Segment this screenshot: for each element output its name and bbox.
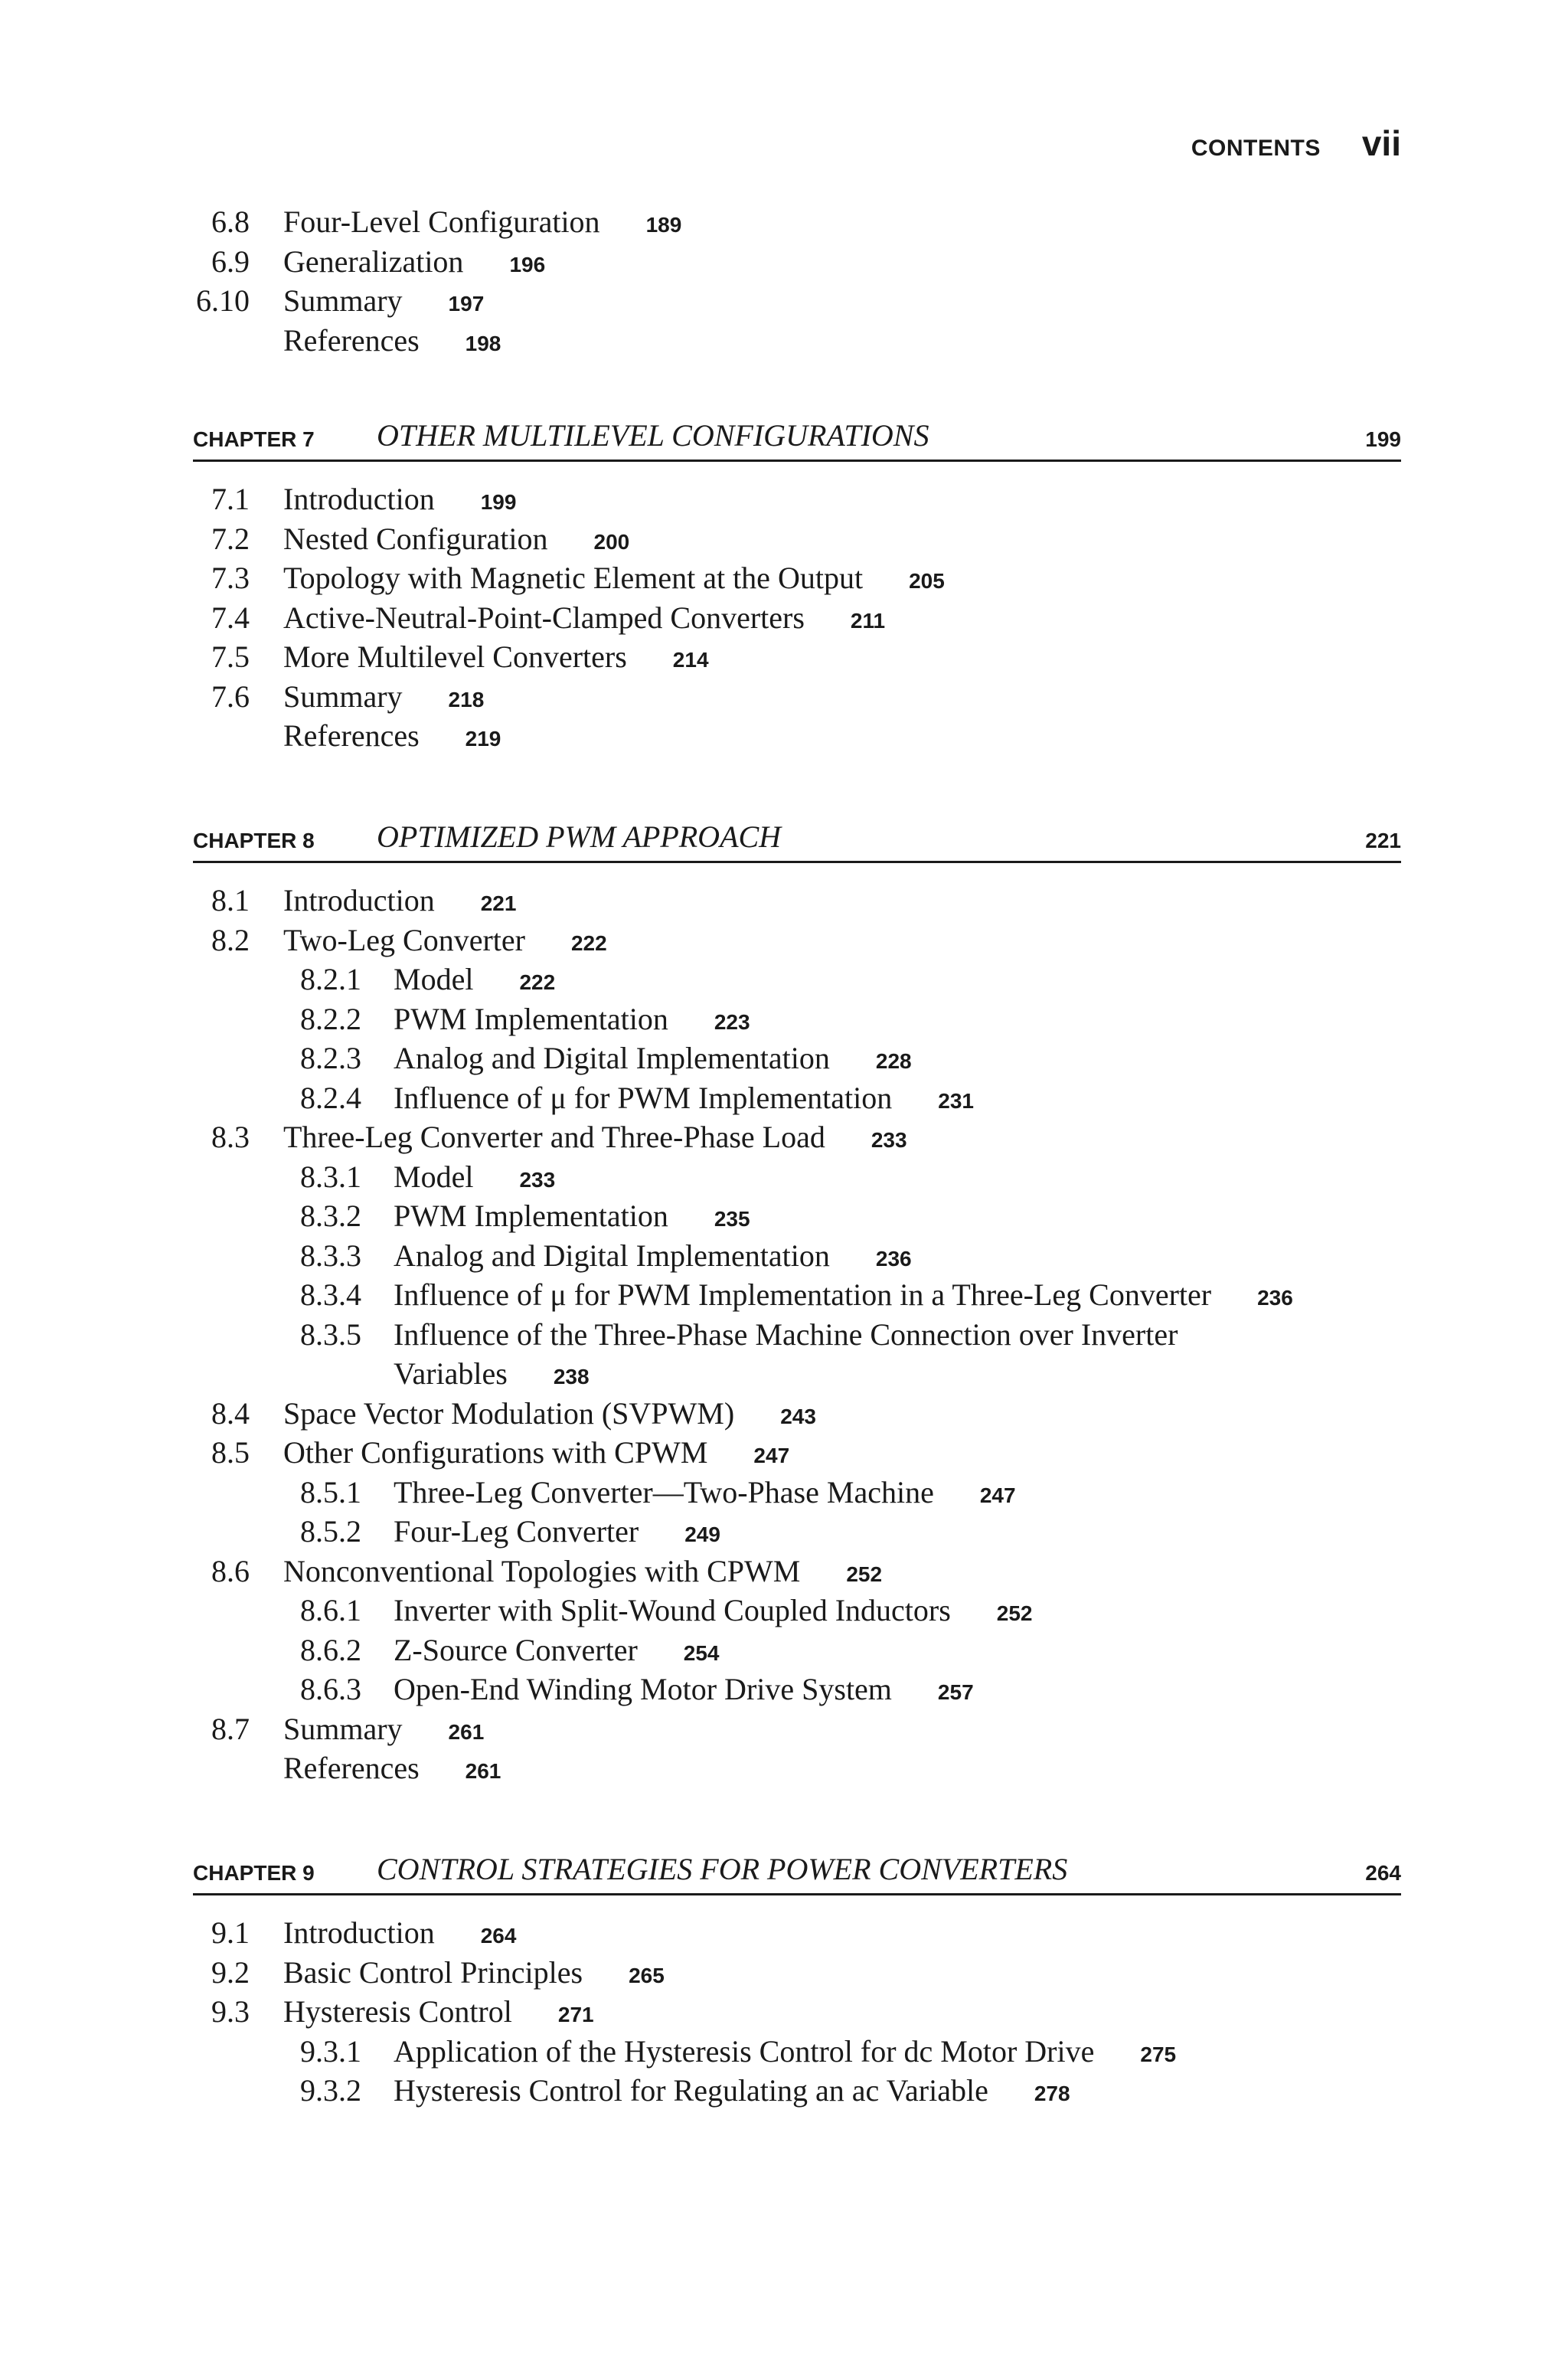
section-title	[394, 1078, 974, 1121]
section-title	[283, 637, 709, 680]
section-title	[394, 1670, 974, 1712]
section-title-text: Application of the Hysteresis Control for dc Motor Drive	[394, 2033, 1095, 2069]
section-number: 6.8	[211, 204, 250, 239]
section-title	[283, 1913, 516, 1956]
section-title-text: Active-Neutral-Point-Clamped Converters	[283, 600, 805, 635]
section-number: 8.6.2	[300, 1632, 361, 1667]
section-title-text: Variables	[394, 1356, 508, 1391]
toc-entry	[193, 1275, 1401, 1315]
toc-block-chapter-6	[193, 202, 1401, 360]
section-title-text: Introduction	[283, 1915, 435, 1950]
toc-entry	[193, 1591, 1401, 1630]
section-title-text: Analog and Digital Implementation	[394, 1238, 830, 1273]
section-number: 8.2.2	[300, 1001, 361, 1036]
section-number: 6.9	[211, 244, 250, 279]
section-page-number: 235	[714, 1207, 750, 1231]
section-page-number: 243	[780, 1404, 816, 1428]
section-number: 8.2.3	[300, 1041, 361, 1075]
chapter-page-number: 264	[1365, 1861, 1401, 1885]
section-title	[394, 1512, 720, 1555]
section-title	[283, 1117, 907, 1160]
section-number: 9.3	[211, 1994, 250, 2029]
section-title	[283, 1709, 484, 1752]
section-page-number: 236	[875, 1246, 912, 1271]
section-title	[394, 1236, 912, 1279]
section-title	[283, 242, 545, 285]
section-number: 7.3	[211, 561, 250, 595]
section-page-number: 222	[570, 931, 607, 955]
section-title-text: Inverter with Split-Wound Coupled Inductors	[394, 1593, 951, 1627]
running-head-label: CONTENTS	[1191, 136, 1321, 161]
section-number: 7.1	[211, 482, 250, 516]
section-title	[394, 1473, 1016, 1516]
section-page-number: 197	[448, 292, 485, 316]
section-number: 8.3.1	[300, 1159, 361, 1194]
section-page-number: 249	[684, 1523, 720, 1546]
section-title	[394, 1196, 750, 1239]
section-number: 8.6	[211, 1553, 250, 1588]
section-title-text: Influence of the Three-Phase Machine Connection over Inverter	[394, 1316, 1178, 1352]
section-number: 7.4	[211, 600, 250, 635]
section-title	[283, 677, 484, 720]
section-title-text: Model	[394, 1159, 474, 1194]
section-number: 8.3	[211, 1120, 250, 1154]
section-title-text: Summary	[283, 679, 403, 714]
section-title-text: Space Vector Modulation (SVPWM)	[283, 1395, 735, 1431]
toc-entry	[193, 1552, 1401, 1591]
section-number: 9.3.1	[300, 2033, 361, 2069]
section-title-text: Z-Source Converter	[394, 1632, 638, 1667]
section-page-number: 221	[480, 891, 517, 915]
section-title-text: Hysteresis Control for Regulating an ac Variable	[394, 2073, 988, 2108]
section-title	[283, 1748, 501, 1791]
section-number: 9.2	[211, 1954, 250, 1990]
section-title	[394, 1630, 720, 1673]
section-page-number: 211	[850, 608, 886, 633]
section-title	[283, 1953, 665, 1996]
section-title	[283, 1433, 789, 1476]
section-title	[283, 519, 629, 562]
toc-block-chapter-7	[193, 479, 1401, 756]
chapter-label: CHAPTER 8	[193, 829, 315, 852]
toc-entry	[193, 202, 1401, 242]
section-title-text: Four-Level Configuration	[283, 204, 600, 239]
section-page-number: 261	[448, 1719, 485, 1744]
toc-entry	[193, 2032, 1401, 2072]
section-page-number: 200	[593, 529, 630, 554]
section-title-text: Generalization	[283, 244, 464, 279]
toc-entry	[193, 281, 1401, 321]
section-title-text: Three-Leg Converter and Three-Phase Load	[283, 1120, 825, 1154]
section-page-number: 238	[553, 1365, 590, 1388]
section-title	[394, 999, 750, 1042]
section-title-text: Four-Leg Converter	[394, 1514, 639, 1549]
section-page-number: 205	[909, 569, 945, 593]
chapter-page-number: 199	[1365, 427, 1401, 451]
section-page-number: 189	[645, 213, 682, 237]
section-title-text: Nested Configuration	[283, 521, 548, 556]
toc-entry	[193, 999, 1401, 1039]
section-title-text: PWM Implementation	[394, 1001, 668, 1036]
section-number: 8.4	[211, 1395, 250, 1431]
section-number: 8.3.5	[300, 1316, 361, 1352]
section-number: 9.1	[211, 1915, 250, 1950]
section-title-text: References	[283, 1751, 420, 1785]
toc-entry	[193, 1748, 1401, 1788]
toc-entry	[193, 677, 1401, 717]
section-title-text: Three-Leg Converter—Two-Phase Machine	[394, 1474, 934, 1509]
section-page-number: 219	[465, 727, 501, 751]
running-head-page-number: vii	[1361, 123, 1401, 163]
section-title-text: Other Configurations with CPWM	[283, 1435, 708, 1470]
toc-entry	[193, 921, 1401, 960]
section-title	[283, 881, 516, 924]
section-number: 8.2.1	[300, 962, 361, 996]
section-title	[394, 2071, 1070, 2114]
section-page-number: 261	[465, 1759, 501, 1783]
toc-entry	[193, 1354, 1401, 1394]
chapter-title: CONTROL STRATEGIES FOR POWER CONVERTERS	[377, 1852, 1068, 1886]
section-number: 8.6.3	[300, 1672, 361, 1706]
toc-entry	[193, 1157, 1401, 1197]
section-title	[394, 1038, 912, 1081]
section-number: 8.2	[211, 922, 250, 957]
toc-entry	[193, 1117, 1401, 1157]
section-title	[283, 921, 607, 963]
toc-entry	[193, 1473, 1401, 1513]
section-title	[394, 1275, 1293, 1318]
section-title-text: Summary	[283, 1711, 403, 1746]
toc-entry	[193, 321, 1401, 361]
toc-entry	[193, 1670, 1401, 1709]
toc-entry	[193, 1630, 1401, 1670]
section-number: 8.3.2	[300, 1199, 361, 1233]
toc-entry	[193, 1953, 1401, 1993]
section-number: 8.5.2	[300, 1514, 361, 1549]
section-page-number: 264	[480, 1924, 517, 1948]
section-number: 8.1	[211, 883, 250, 917]
toc-entry	[193, 2071, 1401, 2111]
section-title-text: Topology with Magnetic Element at the Output	[283, 561, 864, 595]
toc-entry	[193, 1512, 1401, 1552]
section-number: 8.2.4	[300, 1080, 361, 1115]
section-page-number: 223	[714, 1009, 750, 1034]
section-title-text: Summary	[283, 283, 403, 318]
toc-entry	[193, 1236, 1401, 1276]
toc-entry	[193, 242, 1401, 282]
section-title	[283, 1992, 594, 2035]
section-title-text: Influence of μ for PWM Implementation	[394, 1080, 893, 1115]
section-number: 8.3.3	[300, 1238, 361, 1273]
section-page-number: 222	[519, 970, 556, 994]
chapter-heading-8	[193, 815, 1401, 863]
section-title	[394, 1315, 1178, 1355]
section-title	[283, 281, 484, 324]
section-number: 8.6.1	[300, 1593, 361, 1627]
toc-entry	[193, 1992, 1401, 2032]
section-page-number: 236	[1257, 1286, 1293, 1310]
section-page-number: 233	[871, 1128, 907, 1152]
section-title	[283, 598, 885, 641]
toc-block-chapter-8	[193, 881, 1401, 1788]
toc-entry	[193, 1394, 1401, 1434]
toc-entry	[193, 637, 1401, 677]
section-page-number: 218	[448, 687, 485, 711]
chapter-label: CHAPTER 7	[193, 427, 315, 451]
section-page-number: 275	[1140, 2042, 1177, 2066]
section-title-text: More Multilevel Converters	[283, 639, 627, 674]
section-title-text: Nonconventional Topologies with CPWM	[283, 1553, 801, 1588]
section-page-number: 257	[937, 1680, 974, 1704]
toc-entry	[193, 881, 1401, 921]
toc-entry	[193, 519, 1401, 559]
section-title-text: Hysteresis Control	[283, 1994, 512, 2029]
toc-entry	[193, 1078, 1401, 1118]
section-page-number: 247	[979, 1483, 1016, 1507]
section-title-text: Introduction	[283, 482, 435, 516]
section-title	[394, 960, 555, 1002]
section-page-number: 265	[629, 1963, 665, 1987]
section-number: 8.5.1	[300, 1474, 361, 1509]
running-head	[1191, 123, 1401, 164]
section-page-number: 252	[846, 1562, 883, 1586]
section-page-number: 196	[509, 252, 546, 276]
section-title-text: Introduction	[283, 883, 435, 917]
section-title-text: Two-Leg Converter	[283, 922, 525, 957]
section-title	[283, 202, 681, 245]
section-title	[283, 716, 501, 759]
section-title-text: Analog and Digital Implementation	[394, 1041, 830, 1075]
chapter-label: CHAPTER 9	[193, 1861, 315, 1885]
toc-entry	[193, 1913, 1401, 1953]
toc-entry	[193, 598, 1401, 638]
section-page-number: 214	[672, 648, 709, 672]
section-title-text: References	[283, 718, 420, 753]
section-title	[394, 1157, 555, 1200]
toc-entry	[193, 1315, 1401, 1355]
section-title	[283, 479, 516, 522]
toc-entry	[193, 1196, 1401, 1236]
section-title-text: PWM Implementation	[394, 1199, 668, 1233]
section-page-number: 278	[1034, 2082, 1070, 2105]
section-page-number: 252	[996, 1601, 1033, 1625]
toc-block-chapter-9	[193, 1913, 1401, 2111]
section-title-text: Open-End Winding Motor Drive System	[394, 1672, 892, 1706]
section-title-text: References	[283, 322, 420, 358]
toc-entry	[193, 1038, 1401, 1078]
toc-entry	[193, 960, 1401, 999]
section-number: 7.6	[211, 679, 250, 714]
chapter-title: OPTIMIZED PWM APPROACH	[377, 819, 782, 854]
section-title	[283, 321, 501, 364]
section-title	[283, 1394, 816, 1437]
section-page-number: 228	[875, 1049, 912, 1073]
section-page-number: 233	[519, 1167, 556, 1192]
section-page-number: 271	[557, 2003, 594, 2026]
section-page-number: 254	[683, 1640, 720, 1665]
section-title	[283, 558, 945, 601]
chapter-heading-7	[193, 414, 1401, 462]
toc-entry	[193, 716, 1401, 756]
section-page-number: 199	[480, 490, 517, 514]
section-title	[394, 2032, 1176, 2075]
chapter-heading-9	[193, 1847, 1401, 1895]
toc-entry	[193, 558, 1401, 598]
section-page-number: 198	[465, 331, 501, 355]
chapter-page-number: 221	[1365, 829, 1401, 852]
section-page-number: 231	[938, 1088, 974, 1113]
section-title-text: Influence of μ for PWM Implementation in a Three-Leg Converter	[394, 1277, 1212, 1312]
section-number: 7.5	[211, 639, 250, 674]
section-number: 7.2	[211, 521, 250, 556]
section-number: 8.7	[211, 1711, 250, 1746]
toc-entry	[193, 1709, 1401, 1749]
section-number: 8.3.4	[300, 1277, 361, 1312]
toc-entry	[193, 479, 1401, 519]
section-title-text: Model	[394, 962, 474, 996]
section-number: 6.10	[196, 283, 250, 318]
section-title	[283, 1552, 882, 1594]
chapter-title: OTHER MULTILEVEL CONFIGURATIONS	[377, 418, 929, 453]
section-number: 8.5	[211, 1435, 250, 1470]
toc-entry	[193, 1433, 1401, 1473]
section-title-text: Basic Control Principles	[283, 1954, 583, 1990]
section-title	[394, 1354, 590, 1397]
section-number: 9.3.2	[300, 2073, 361, 2108]
section-title	[394, 1591, 1033, 1634]
section-page-number: 247	[753, 1444, 790, 1467]
